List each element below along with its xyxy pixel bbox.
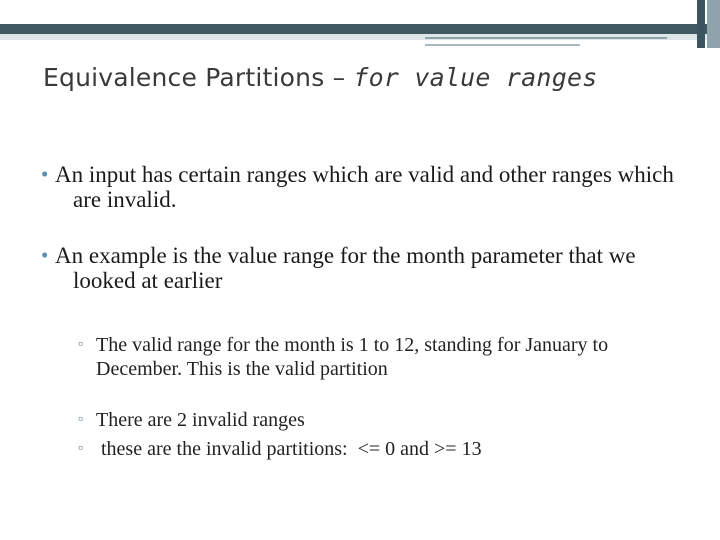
corner-bar-light — [707, 0, 720, 48]
sub-bullet-text: There are 2 invalid ranges — [96, 409, 305, 431]
header-rule-short — [425, 44, 580, 46]
sub-bullet-item — [78, 333, 698, 381]
slide-title — [43, 63, 597, 92]
bullet-marker-icon: • — [41, 243, 49, 267]
header-band-dark — [0, 24, 720, 34]
sub-bullet-item — [78, 408, 698, 432]
sub-bullet-text: The valid range for the month is 1 to 12, standing for January to December. This is the valid partition — [96, 334, 609, 380]
bullet-marker-icon: • — [41, 162, 49, 186]
slide-title-main: Equivalence Partitions – — [43, 63, 354, 92]
sub-bullet-text: these are the invalid partitions: <= 0 and >= 13 — [96, 438, 482, 460]
bullet-text: An example is the value range for the month parameter that we looked at earlier — [55, 243, 636, 293]
sub-bullet-marker-icon: ▫ — [78, 412, 83, 427]
bullet-item — [41, 162, 695, 212]
sub-bullet-marker-icon: ▫ — [78, 441, 83, 456]
header-rule-long — [425, 37, 667, 39]
header-band-top — [0, 0, 720, 24]
bullet-text: An input has certain ranges which are valid and other ranges which are invalid. — [55, 162, 674, 212]
sub-bullet-marker-icon: ▫ — [78, 337, 83, 352]
sub-bullet-item — [78, 437, 698, 461]
slide-title-emphasis: for value ranges — [353, 63, 598, 92]
bullet-item — [41, 243, 695, 293]
corner-bar-dark — [697, 0, 705, 48]
